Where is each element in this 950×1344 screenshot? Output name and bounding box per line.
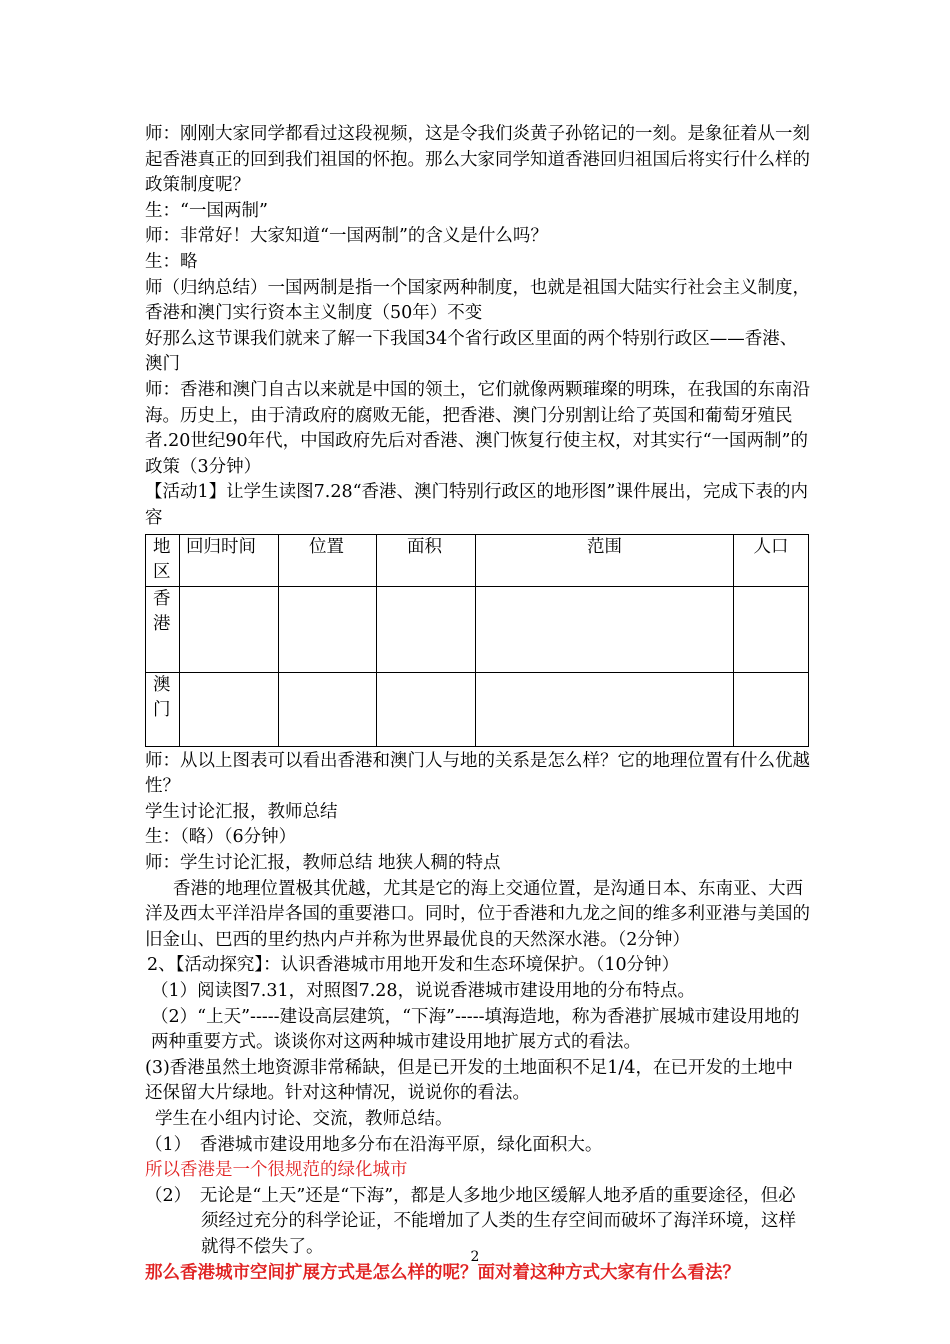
table-cell <box>377 586 476 672</box>
activity-table <box>145 534 809 747</box>
paragraph: 香港的地理位置极其优越，尤其是它的海上交通位置，是沟通日本、东南亚、大西洋及西太平洋沿岸各国的重要港口。同时，位于香港和九龙之间的维多利亚港与美国的旧金山、巴西的里约热内卢并称为世界最优良的天然深水港。（2分钟） <box>145 878 810 950</box>
question-1: （1）阅读图7.31，对照图7.28，说说香港城市建设用地的分布特点。 <box>151 981 696 1002</box>
paragraph: 师：刚刚大家同学都看过这段视频，这是令我们炎黄子孙铭记的一刻。是象征着从一刻起香港真正的回到我们祖国的怀抱。那么大家同学知道香港回归祖国后将实行什么样的政策制度呢？ <box>145 124 810 196</box>
paragraph: 好那么这节课我们就来了解一下我国34个省行政区里面的两个特别行政区——香港、澳门 <box>145 328 798 375</box>
answer-2: （2） 无论是“上天”还是“下海”，都是人多地少地区缓解人地矛盾的重要途径，但必须经过充分的科学论证，不能增加了人类的生存空间而破坏了海洋环境，这样就得不偿失了。 <box>145 1185 796 1257</box>
table-header-row <box>146 534 809 586</box>
highlight-note-2: 那么香港城市空间扩展方式是怎么样的呢？面对着这种方式大家有什么看法？ <box>145 1262 740 1283</box>
answer-1: （1） 香港城市建设用地多分布在沿海平原，绿化面积大。 <box>145 1134 603 1155</box>
paragraph: 学生讨论汇报，教师总结 <box>145 801 338 822</box>
table-cell <box>279 586 377 672</box>
highlight-note-1: 所以香港是一个很规范的绿化城市 <box>145 1160 408 1181</box>
page-number: 2 <box>470 1249 480 1265</box>
region-cell: 澳门 <box>146 672 180 746</box>
paragraph: 师：香港和澳门自古以来就是中国的领土，它们就像两颗璀璨的明珠，在我国的东南沿海。历史上，由于清政府的腐败无能，把香港、澳门分别割让给了英国和葡萄牙殖民者.20世纪90年代，中国政府先后对香港、澳门恢复行使主权，对其实行“一国两制”的政策（3分钟） <box>145 379 810 477</box>
paragraph: 师：非常好！大家知道“一国两制”的含义是什么吗？ <box>145 226 548 247</box>
table-cell <box>377 672 476 746</box>
document-body <box>145 122 810 1286</box>
table-cell <box>476 586 734 672</box>
header-cell-location: 位置 <box>279 534 377 586</box>
table-cell <box>180 672 279 746</box>
paragraph: 生：略 <box>145 251 198 272</box>
header-cell-scope: 范围 <box>476 534 734 586</box>
paragraph: 生：（略）（6分钟） <box>145 827 297 848</box>
question-3: (3)香港虽然土地资源非常稀缺，但是已开发的土地面积不足1/4，在已开发的土地中还保留大片绿地。针对这种情况，说说你的看法。 <box>145 1057 793 1104</box>
activity-2-heading: 2、【活动探究】：认识香港城市用地开发和生态环境保护。（10分钟） <box>147 955 680 976</box>
table-cell <box>180 586 279 672</box>
header-cell-population: 人口 <box>734 534 809 586</box>
paragraph: 师（归纳总结）一国两制是指一个国家两种制度，也就是祖国大陆实行社会主义制度，香港和澳门实行资本主义制度（50年）不变 <box>145 277 810 324</box>
discussion-note: 学生在小组内讨论、交流，教师总结。 <box>155 1109 453 1129</box>
region-cell: 香港 <box>146 586 180 672</box>
table-cell <box>279 672 377 746</box>
table-cell <box>476 672 734 746</box>
paragraph: 生：“一国两制” <box>145 200 268 221</box>
table-row <box>146 672 809 746</box>
table-row <box>146 586 809 672</box>
header-cell-region: 地区 <box>146 534 180 586</box>
table-cell <box>734 672 809 746</box>
header-cell-return-time: 回归时间 <box>180 534 279 586</box>
paragraph: 师：学生讨论汇报，教师总结 地狭人稠的特点 <box>145 853 501 874</box>
question-2: （2）“上天”-----建设高层建筑，“下海”-----填海造地，称为香港扩展城市建设用地的两种重要方式。谈谈你对这两种城市建设用地扩展方式的看法。 <box>151 1006 800 1053</box>
activity-1-instruction: 【活动1】让学生读图7.28“香港、澳门特别行政区的地形图”课件展出，完成下表的内容 <box>145 482 808 528</box>
table-cell <box>734 586 809 672</box>
header-cell-area: 面积 <box>377 534 476 586</box>
paragraph: 师：从以上图表可以看出香港和澳门人与地的关系是怎么样？它的地理位置有什么优越性？ <box>145 750 810 797</box>
